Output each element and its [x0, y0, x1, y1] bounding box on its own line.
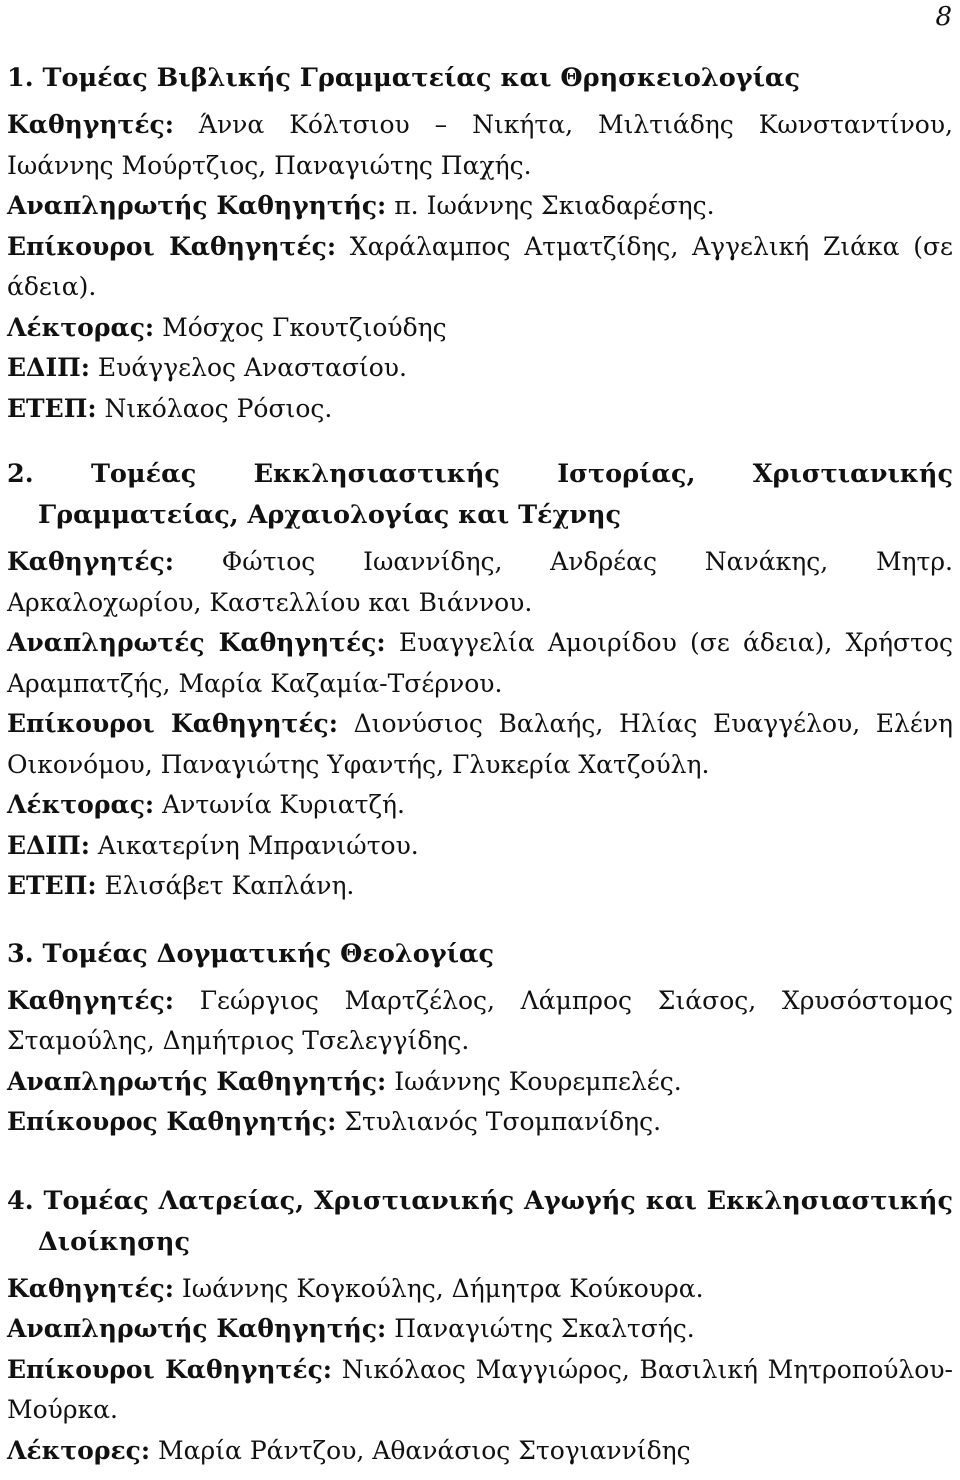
staff-entry-professors [7, 1269, 953, 1310]
staff-entry-etep [7, 389, 953, 430]
role-label: Επίκουροι Καθηγητές: [7, 231, 337, 261]
role-label: Λέκτορας: [7, 312, 155, 342]
staff-entry-associate [7, 186, 953, 227]
staff-names: Φώτιος Ιωαννίδης, Ανδρέας Νανάκης, Μητρ. Αρκαλοχωρίου, Καστελλίου και Βιάννου. [7, 547, 953, 617]
staff-names: Νικόλαος Μαγγιώρος, Βασιλική Μητροπούλου-Μούρκα. [7, 1354, 954, 1424]
role-label: Καθηγητές: [7, 110, 174, 139]
role-label: Καθηγητές: [7, 1273, 174, 1303]
section-spacer [7, 1143, 953, 1181]
staff-entry-lecturers [7, 1431, 953, 1472]
staff-names: Χαράλαμπος Ατματζίδης, Αγγελική Ζιάκα (σε άδεια). [7, 231, 954, 301]
staff-names: Αικατερίνη Μπρανιώτου. [89, 830, 419, 860]
staff-names: Στυλιανός Τσομπανίδης. [336, 1107, 662, 1136]
staff-names: Ευάγγελος Αναστασίου. [89, 353, 407, 382]
section-title: 2. Τομέας Εκκλησιαστικής Ιστορίας, Χριστιανικής Γραμματείας, Αρχαιολογίας και Τέχνης [7, 459, 953, 530]
staff-names: Ευαγγελία Αμοιρίδου (σε άδεια), Χρήστος Αραμπατζής, Μαρία Καζαμία-Τσέρνου. [7, 628, 953, 698]
staff-entry-assistant [7, 1102, 953, 1143]
role-label: ΕΔΙΠ: [7, 353, 90, 382]
section-4 [7, 1181, 953, 1472]
staff-entry-professors [7, 105, 953, 186]
role-label: Αναπληρωτής Καθηγητής: [7, 1066, 387, 1096]
staff-names: Νικόλαος Ρόσιος. [96, 393, 333, 423]
role-label: Λέκτορας: [7, 790, 155, 819]
staff-entry-associate [7, 1309, 953, 1350]
staff-entry-lecturer [7, 308, 953, 349]
role-label: Αναπληρωτής Καθηγητής: [7, 1314, 387, 1343]
role-label: Επίκουρος Καθηγητής: [7, 1107, 337, 1136]
section-2 [7, 454, 953, 907]
staff-entry-associate [7, 1062, 953, 1103]
staff-entry-professors [7, 542, 953, 623]
role-label: Επίκουροι Καθηγητές: [7, 1354, 333, 1384]
staff-entry-lecturer [7, 785, 953, 826]
staff-entry-assistant [7, 227, 953, 308]
staff-names: Μαρία Ράντζου, Αθανάσιος Στογιαννίδης [150, 1435, 691, 1465]
section-spacer [7, 429, 953, 454]
role-label: Λέκτορες: [7, 1435, 151, 1465]
staff-names: Ιωάννης Κουρεμπελές. [386, 1066, 682, 1096]
role-label: Καθηγητές: [7, 547, 174, 576]
staff-entry-etep [7, 866, 953, 907]
role-label: Αναπληρωτής Καθηγητής: [7, 191, 387, 220]
staff-entry-assistant [7, 1350, 953, 1431]
staff-names: Ελισάβετ Καπλάνη. [96, 871, 355, 900]
section-1 [7, 58, 953, 429]
staff-names: Ιωάννης Κογκούλης, Δήμητρα Κούκουρα. [173, 1273, 704, 1303]
role-label: ΕΤΕΠ: [7, 393, 97, 423]
document-body [7, 58, 953, 1471]
staff-names: π. Ιωάννης Σκιαδαρέσης. [386, 191, 715, 220]
staff-entry-edip [7, 826, 953, 867]
role-label: Αναπληρωτές Καθηγητές: [7, 628, 386, 657]
staff-names: Αντωνία Κυριατζή. [154, 790, 405, 819]
staff-entry-associate [7, 623, 953, 704]
staff-names: Διονύσιος Βαλαής, Ηλίας Ευαγγέλου, Ελένη Οικονόμου, Παναγιώτης Υφαντής, Γλυκερία Χατζούλη. [7, 709, 954, 779]
section-spacer [7, 907, 953, 934]
section-title: 4. Τομέας Λατρείας, Χριστιανικής Αγωγής και Εκκλησιαστικής Διοίκησης [7, 1185, 953, 1257]
role-label: Επίκουροι Καθηγητές: [7, 709, 338, 738]
role-label: Καθηγητές: [7, 985, 174, 1015]
section-3 [7, 934, 953, 1143]
staff-entry-assistant [7, 704, 953, 785]
staff-names: Γεώργιος Μαρτζέλος, Λάμπρος Σιάσος, Χρυσόστομος Σταμούλης, Δημήτριος Τσελεγγίδης. [7, 985, 953, 1055]
section-title: 1. Τομέας Βιβλικής Γραμματείας και Θρησκειολογίας [7, 63, 801, 93]
staff-entry-professors [7, 981, 953, 1062]
role-label: ΕΤΕΠ: [7, 871, 97, 900]
staff-entry-edip [7, 348, 953, 389]
staff-names: Άννα Κόλτσιου – Νικήτα, Μιλτιάδης Κωνσταντίνου, Ιωάννης Μούρτζιος, Παναγιώτης Παχής. [7, 110, 953, 180]
staff-names: Παναγιώτης Σκαλτσής. [386, 1314, 695, 1343]
role-label: ΕΔΙΠ: [7, 830, 90, 860]
staff-names: Μόσχος Γκουτζιούδης [154, 312, 447, 342]
section-title: 3. Τομέας Δογματικής Θεολογίας [7, 938, 495, 969]
page-number: 8 [935, 2, 952, 32]
